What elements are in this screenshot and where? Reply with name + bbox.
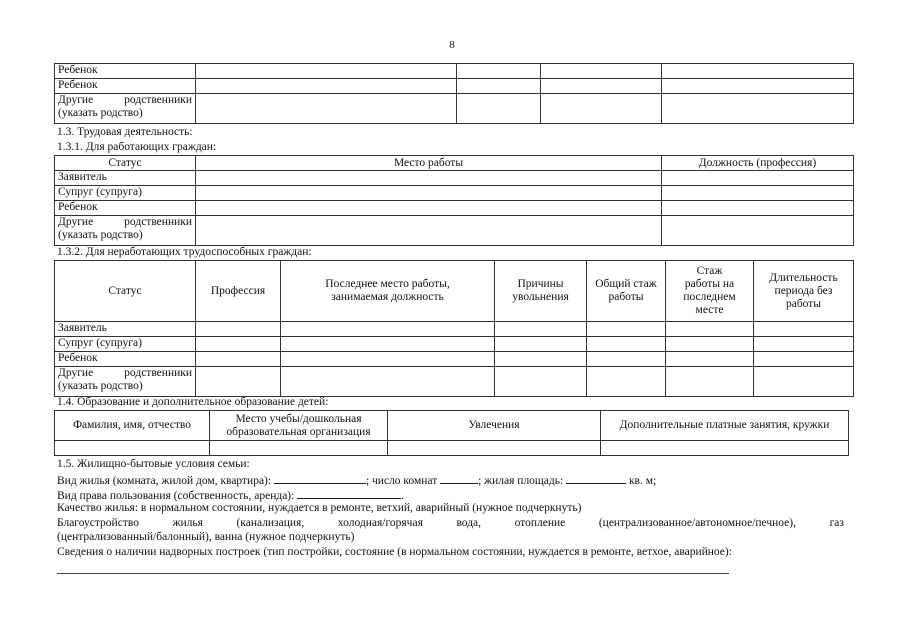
amenities-word: газ: [829, 517, 844, 529]
header-position: Должность (профессия): [662, 156, 854, 171]
outbuildings-line: Сведения о наличии надворных построек (тип постройки, состояние (в нормальном состоянии, нуждается в ремонте, ветхое, аварийное):: [57, 546, 732, 558]
section-1-5-title: 1.5. Жилищно-бытовые условия семьи:: [57, 458, 250, 470]
header-total-experience: Общий стаж работы: [587, 261, 666, 322]
header-last-workplace: Последнее место работы, занимаемая должность: [281, 261, 495, 322]
table-header-row: [55, 411, 849, 441]
table-row: [55, 441, 849, 456]
section-1-3-2-title: 1.3.2. Для неработающих трудоспособных граждан:: [57, 246, 312, 258]
row-label: Супруг (супруга): [55, 337, 196, 352]
row-label-other-relatives: Другие родственники (указать родство): [55, 216, 196, 246]
working-citizens-table: [54, 155, 854, 246]
section-1-3-1-title: 1.3.1. Для работающих граждан:: [57, 141, 217, 153]
row-label: Супруг (супруга): [55, 186, 196, 201]
amenities-word: Благоустройство: [57, 517, 139, 529]
amenities-word: отопление: [514, 517, 566, 529]
header-profession: Профессия: [196, 261, 281, 322]
row-label-other-relatives: Другие родственники (указать родство): [55, 367, 196, 397]
row-label: Ребенок: [55, 64, 196, 79]
unemployed-citizens-table: [54, 260, 854, 397]
table-row: [55, 337, 854, 352]
table-row: [55, 171, 854, 186]
row-label: Ребенок: [55, 201, 196, 216]
area-label: ; жилая площадь:: [478, 475, 564, 487]
row-label: Заявитель: [55, 171, 196, 186]
section-1-4-title: 1.4. Образование и дополнительное образование детей:: [57, 396, 329, 408]
table-row: [55, 186, 854, 201]
header-school: Место учебы/дошкольная образовательная организация: [210, 411, 388, 441]
amenities-word: (централизованное/автономное/печное),: [598, 517, 796, 529]
housing-type-blank[interactable]: [274, 473, 366, 484]
page-number: 8: [449, 39, 455, 51]
table-header-row: [55, 156, 854, 171]
table-row: [55, 201, 854, 216]
housing-type-label: Вид жилья (комната, жилой дом, квартира):: [57, 475, 272, 487]
housing-type-line: [57, 473, 656, 488]
header-full-name: Фамилия, имя, отчество: [55, 411, 210, 441]
table-row: [55, 352, 854, 367]
header-paid-activities: Дополнительные платные занятия, кружки: [601, 411, 849, 441]
row-label: Заявитель: [55, 322, 196, 337]
outbuildings-answer-line[interactable]: [57, 573, 729, 574]
row-label: Ребенок: [55, 79, 196, 94]
row-label-other-relatives: Другие родственники (указать родство): [55, 94, 196, 124]
header-status: Статус: [55, 261, 196, 322]
table-row: [55, 216, 854, 246]
header-unemployment-duration: Длительность периода без работы: [754, 261, 854, 322]
amenities-word: вода,: [456, 517, 482, 529]
table-row: [55, 79, 854, 94]
header-status: Статус: [55, 156, 196, 171]
right-of-use-line: Вид права пользования (собственность, аренда): .: [57, 490, 405, 502]
table-row: [55, 64, 854, 79]
row-label: Ребенок: [55, 352, 196, 367]
rooms-blank[interactable]: [440, 473, 478, 484]
table-header-row: [55, 261, 854, 322]
header-hobbies: Увлечения: [388, 411, 601, 441]
table-row: [55, 94, 854, 124]
right-of-use-label: Вид права пользования (собственность, аренда):: [57, 490, 295, 502]
right-of-use-blank[interactable]: [297, 488, 401, 499]
header-last-place-experience: Стаж работы на последнем месте: [666, 261, 754, 322]
area-blank[interactable]: [566, 473, 626, 484]
amenities-word: холодная/горячая: [337, 517, 423, 529]
amenities-word: жилья: [172, 517, 203, 529]
header-workplace: Место работы: [196, 156, 662, 171]
area-unit: кв. м;: [628, 475, 657, 487]
section-1-3-title: 1.3. Трудовая деятельность:: [57, 126, 193, 138]
education-table: [54, 410, 849, 456]
rooms-label: ; число комнат: [365, 475, 438, 487]
amenities-line-2: (централизованный/балонный), ванна (нужное подчеркнуть): [57, 531, 355, 543]
table-row: [55, 322, 854, 337]
amenities-line: [57, 517, 844, 530]
amenities-word: (канализация,: [236, 517, 305, 529]
table-row: [55, 367, 854, 397]
children-table-continuation: [54, 63, 854, 124]
housing-quality-line: Качество жилья: в нормальном состоянии, нуждается в ремонте, ветхий, аварийный (нужное подчеркнуть): [57, 502, 582, 514]
header-dismissal-reasons: Причины увольнения: [495, 261, 587, 322]
